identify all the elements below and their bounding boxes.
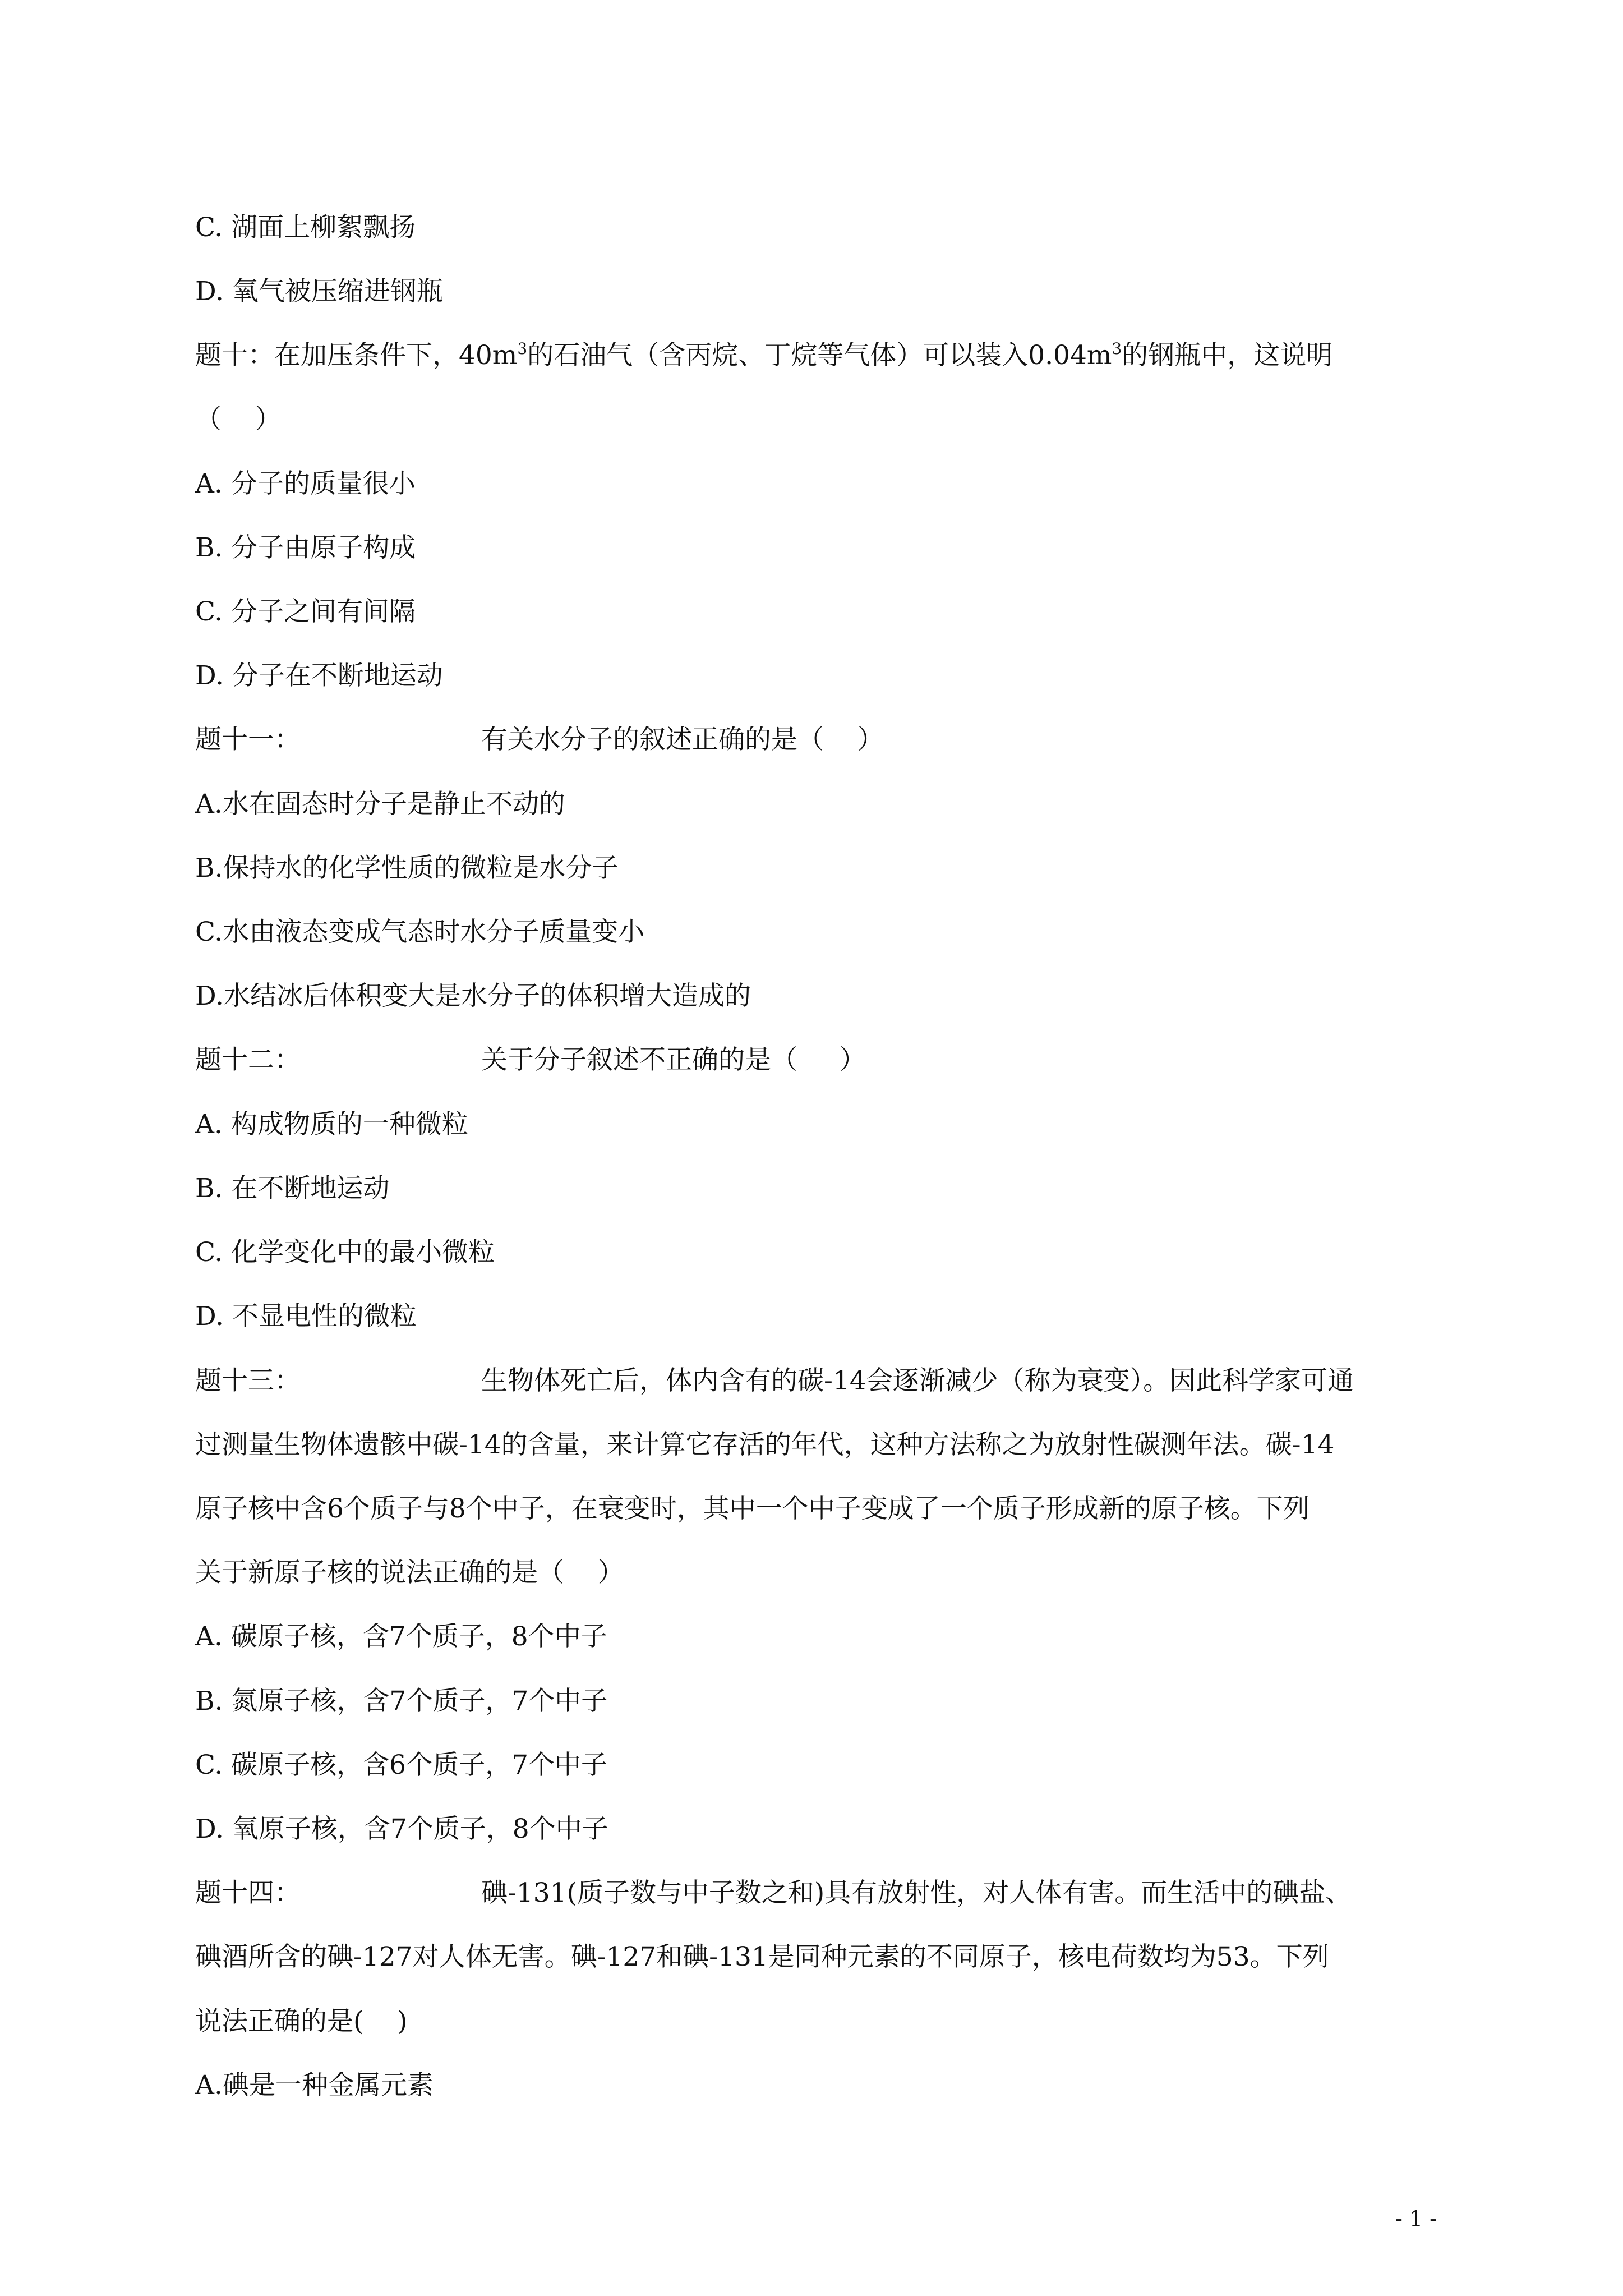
text-line: 过测量生物体遗骸中碳-14的含量，来计算它存活的年代，这种方法称之为放射性碳测年法。碳-14 [195, 1429, 1335, 1460]
text-line: C. 湖面上柳絮飘扬 [195, 212, 416, 243]
option-line: C. 分子之间有间隔 [195, 596, 416, 627]
question-10-stem: 题十：在加压条件下，$40m^3$的石油气（含丙烷、丁烷等气体）可以装入$0.04m^3$的钢瓶中，这说明 [195, 339, 1332, 372]
question-label: 题十： [195, 340, 274, 371]
page-number: - 1 - [1395, 2206, 1437, 2231]
option-line: B. 氮原子核，含7个质子，7个中子 [195, 1686, 608, 1717]
option-line: B. 在不断地运动 [195, 1173, 390, 1204]
option-line: D. 分子在不断地运动 [195, 660, 443, 691]
option-line: A. 构成物质的一种微粒 [195, 1109, 468, 1140]
text-line: D. 氧气被压缩进钢瓶 [195, 276, 443, 307]
superscript: 3 [517, 339, 528, 358]
option-line: D. 不显电性的微粒 [195, 1301, 417, 1332]
option-line: A. 分子的质量很小 [195, 468, 416, 499]
option-line: C.水由液态变成气态时水分子质量变小 [195, 917, 645, 947]
option-line: A.碘是一种金属元素 [195, 2070, 434, 2101]
question-11-stem: 题十一： 有关水分子的叙述正确的是（ ） [195, 723, 884, 757]
text-line: 碘酒所含的碘-127对人体无害。碘-127和碘-131是同种元素的不同原子，核电荷数均为53。下列 [195, 1941, 1329, 1972]
option-line: A. 碳原子核，含7个质子，8个中子 [195, 1621, 607, 1652]
question-14-stem: 题十四： 碘-131(质子数与中子数之和)具有放射性，对人体有害。而生活中的碘盐、 [195, 1876, 1352, 1910]
option-line: D. 氧原子核，含7个质子，8个中子 [195, 1814, 608, 1844]
question-12-stem: 题十二： 关于分子叙述不正确的是（ ） [195, 1043, 866, 1077]
question-label: 题十四： [195, 1878, 301, 1908]
superscript: 3 [1112, 339, 1122, 358]
question-label: 题十三： [195, 1365, 301, 1396]
option-line: B.保持水的化学性质的微粒是水分子 [195, 853, 619, 884]
option-line: A.水在固态时分子是静止不动的 [195, 789, 565, 820]
option-line: C. 化学变化中的最小微粒 [195, 1237, 495, 1268]
option-line: B. 分子由原子构成 [195, 532, 416, 563]
option-line: C. 碳原子核，含6个质子，7个中子 [195, 1750, 607, 1780]
text-line: 说法正确的是( ) [195, 2006, 408, 2037]
text-line: （ ） [195, 404, 282, 435]
question-label: 题十一： [195, 724, 301, 755]
question-13-stem: 题十三： 生物体死亡后，体内含有的碳-14会逐渐减少（称为衰变）。因此科学家可通 [195, 1364, 1354, 1398]
question-label: 题十二： [195, 1045, 301, 1075]
option-line: D.水结冰后体积变大是水分子的体积增大造成的 [195, 981, 751, 1011]
text-line: 关于新原子核的说法正确的是（ ） [195, 1557, 624, 1588]
text-line: 原子核中含6个质子与8个中子，在衰变时，其中一个中子变成了一个质子形成新的原子核。下列 [195, 1493, 1310, 1524]
